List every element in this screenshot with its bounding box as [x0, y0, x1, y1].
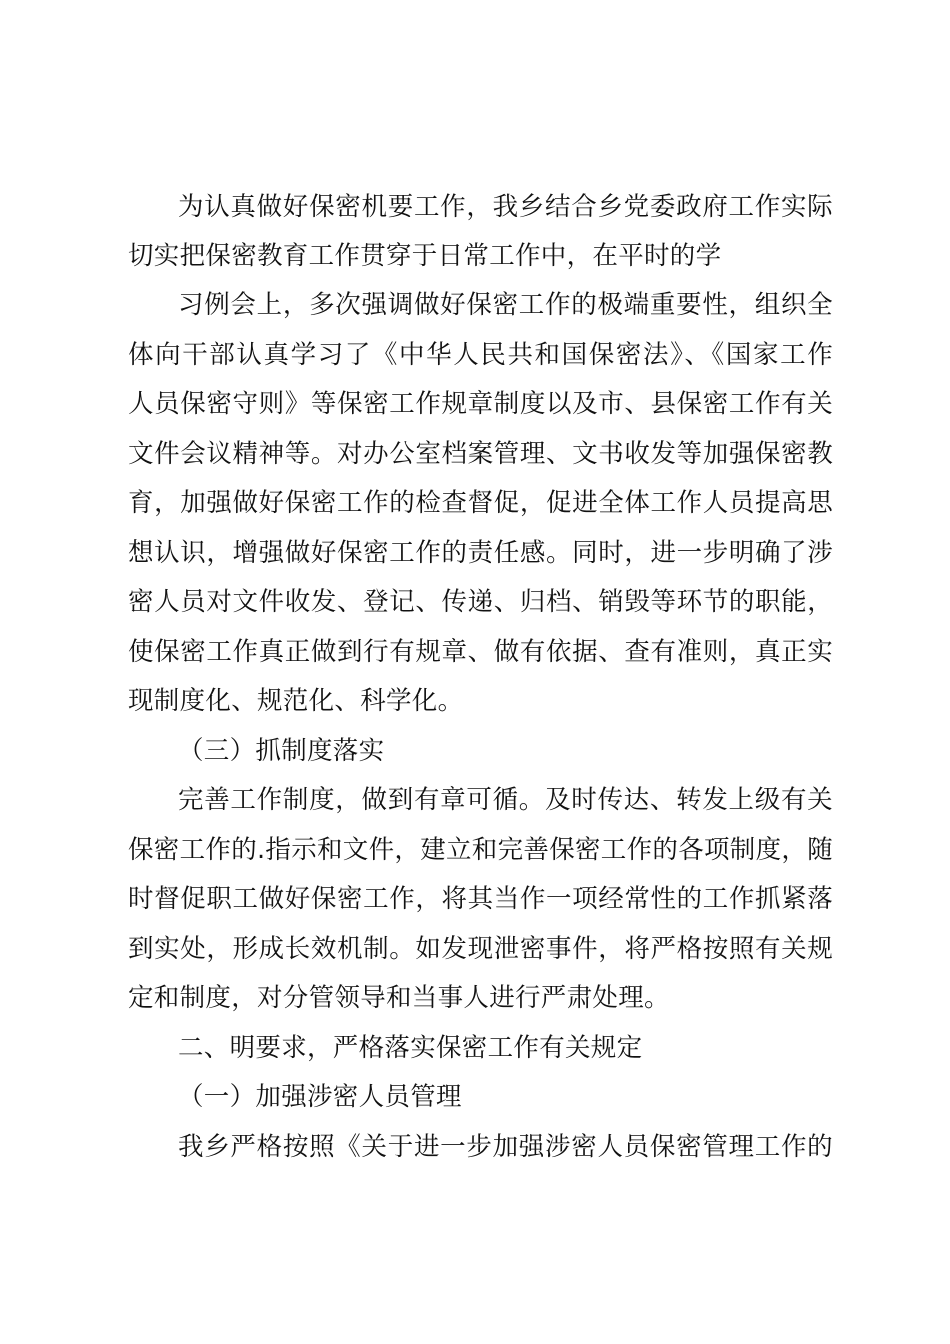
paragraph-line: 到实处，形成长效机制。如发现泄密事件，将严格按照有关规: [128, 934, 833, 964]
paragraph-line: 习例会上，多次强调做好保密工作的极端重要性，组织全: [178, 290, 833, 320]
paragraph-line: 使保密工作真正做到行有规章、做有依据、查有准则，真正实: [128, 637, 833, 667]
paragraph-line: 定和制度，对分管领导和当事人进行严肃处理。: [128, 983, 670, 1013]
paragraph-line: 我乡严格按照《关于进一步加强涉密人员保密管理工作的: [178, 1132, 833, 1162]
section-heading: （三）抓制度落实: [178, 736, 385, 766]
paragraph-line: 切实把保密教育工作贯穿于日常工作中，在平时的学: [128, 241, 722, 271]
paragraph-line: 现制度化、规范化、科学化。: [128, 686, 464, 716]
paragraph-line: 为认真做好保密机要工作，我乡结合乡党委政府工作实际: [178, 192, 833, 222]
paragraph-line: 密人员对文件收发、登记、传递、归档、销毁等环节的职能，: [128, 587, 833, 617]
paragraph-line: 保密工作的.指示和文件，建立和完善保密工作的各项制度，随: [128, 835, 834, 865]
section-heading: 二、明要求，严格落实保密工作有关规定: [178, 1033, 643, 1063]
paragraph-line: 育，加强做好保密工作的检查督促，促进全体工作人员提高思: [128, 488, 833, 518]
paragraph-line: 时督促职工做好保密工作，将其当作一项经常性的工作抓紧落: [128, 884, 833, 914]
section-heading: （一）加强涉密人员管理: [178, 1082, 462, 1112]
paragraph-line: 体向干部认真学习了《中华人民共和国保密法》、《国家工作: [128, 340, 833, 370]
paragraph-line: 完善工作制度，做到有章可循。及时传达、转发上级有关: [178, 785, 833, 815]
paragraph-line: 想认识，增强做好保密工作的责任感。同时，进一步明确了涉: [128, 538, 833, 568]
paragraph-line: 人员保密守则》等保密工作规章制度以及市、县保密工作有关: [128, 389, 833, 419]
paragraph-line: 文件会议精神等。对办公室档案管理、文书收发等加强保密教: [128, 439, 833, 469]
